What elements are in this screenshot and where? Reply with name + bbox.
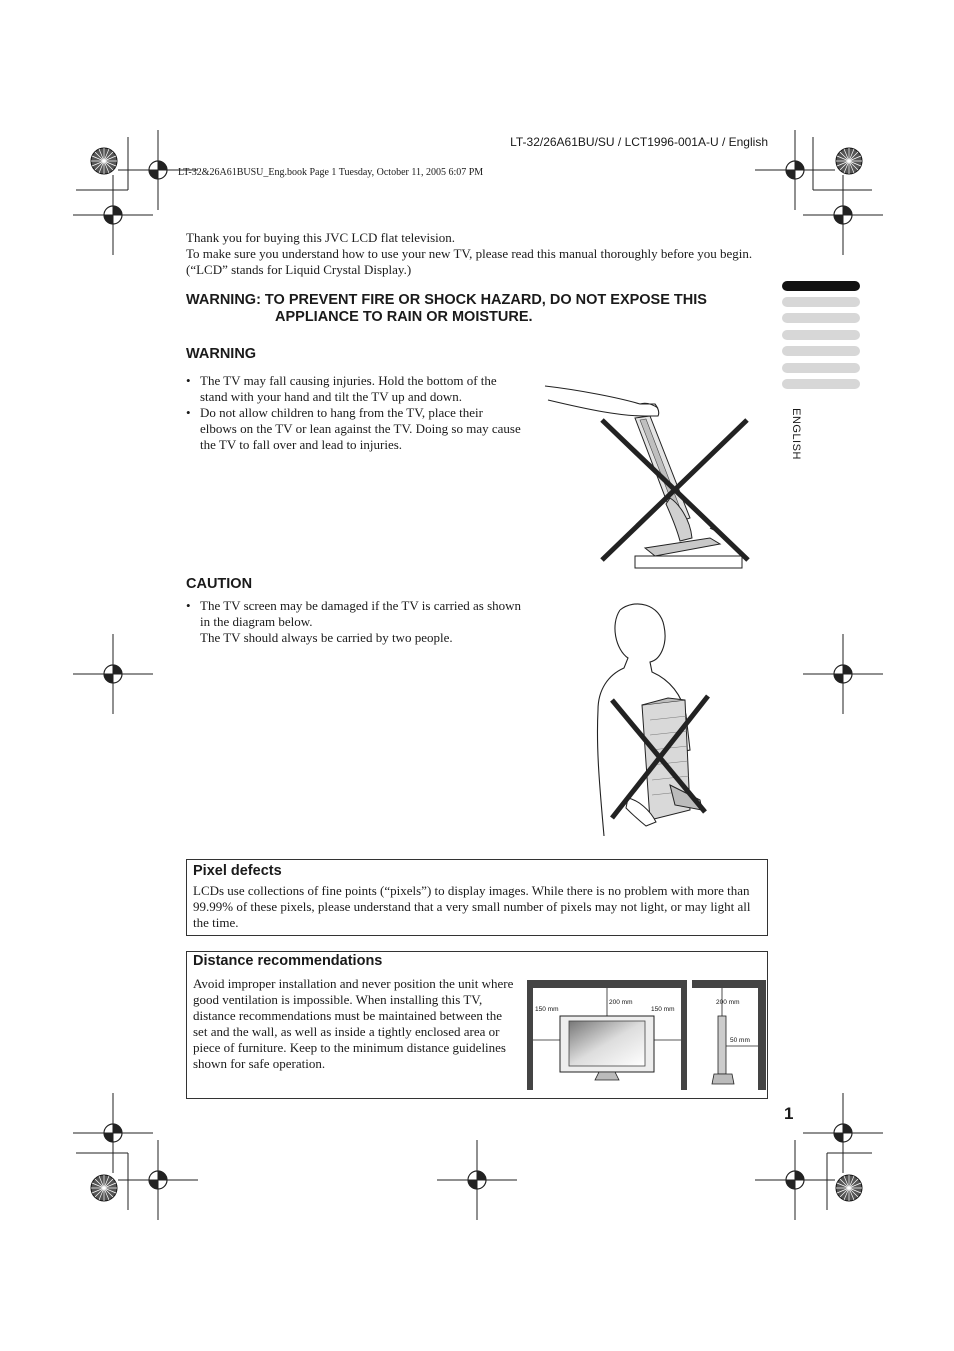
front-top-clearance: 200 mm (609, 999, 633, 1006)
caution-line-1: The TV screen may be damaged if the TV is carried as shown in the diagram below. (200, 598, 522, 629)
warning-list (186, 373, 522, 453)
front-right-clearance: 150 mm (651, 1006, 675, 1013)
distance-text: Avoid improper installation and never position the unit where good ventilation is impossible. When installing this TV, distance recommendations must be maintained between the set and the wall, as well as inside a tightly enclosed area or piece of furniture. Keep to the minimum distance guidelines shown for safe operation. (193, 976, 514, 1071)
main-warning (186, 292, 776, 326)
pixel-defects-title: Pixel defects (193, 863, 282, 879)
side-clearance-diagram (692, 980, 766, 1090)
distance-title: Distance recommendations (193, 953, 383, 969)
caution-line-2: The TV should always be carried by two people. (200, 630, 453, 645)
tv-tilt-illustration (540, 378, 765, 573)
list-item: • The TV may fall causing injuries. Hold the bottom of the stand with your hand and tilt the TV up and down. (186, 373, 522, 405)
main-warning-line-1: WARNING: TO PREVENT FIRE OR SHOCK HAZARD, DO NOT EXPOSE THIS (186, 292, 707, 308)
language-label: ENGLISH (789, 408, 802, 460)
page-number: 1 (784, 1104, 794, 1123)
list-item (186, 598, 526, 646)
front-left-clearance: 150 mm (535, 1006, 559, 1013)
distance-box (186, 951, 768, 1099)
caution-heading: CAUTION (186, 576, 253, 592)
caution-list (186, 598, 526, 646)
front-clearance-diagram (527, 980, 687, 1090)
book-file-line: LT-32&26A61BUSU_Eng.book Page 1 Tuesday, October 11, 2005 6:07 PM (178, 167, 484, 178)
pixel-defects-text: LCDs use collections of fine points (“pixels”) to display images. While there is no problem with more than 99.99% of these pixels, please understand that a very small number of pixels may not light, or may light all the time. (193, 883, 751, 930)
side-back-clearance: 50 mm (730, 1037, 750, 1044)
pixel-defects-box (186, 859, 768, 936)
side-top-clearance: 200 mm (716, 999, 740, 1006)
intro (186, 230, 770, 278)
list-item: • Do not allow children to hang from the TV, place their elbows on the TV or lean against the TV. Doing so may cause the TV to fall over and lead to injuries. (186, 405, 522, 453)
main-warning-line-2: APPLIANCE TO RAIN OR MOISTURE. (275, 309, 533, 325)
intro-line-1: Thank you for buying this JVC LCD flat television. (186, 230, 456, 245)
tv-carry-illustration (590, 600, 725, 840)
warning-heading: WARNING (186, 346, 257, 362)
document-id: LT-32/26A61BU/SU / LCT1996-001A-U / English (510, 135, 768, 149)
intro-line-2: To make sure you understand how to use your new TV, please read this manual thoroughly before you begin. (“LCD” stands for Liquid Crystal Display.) (186, 246, 753, 277)
